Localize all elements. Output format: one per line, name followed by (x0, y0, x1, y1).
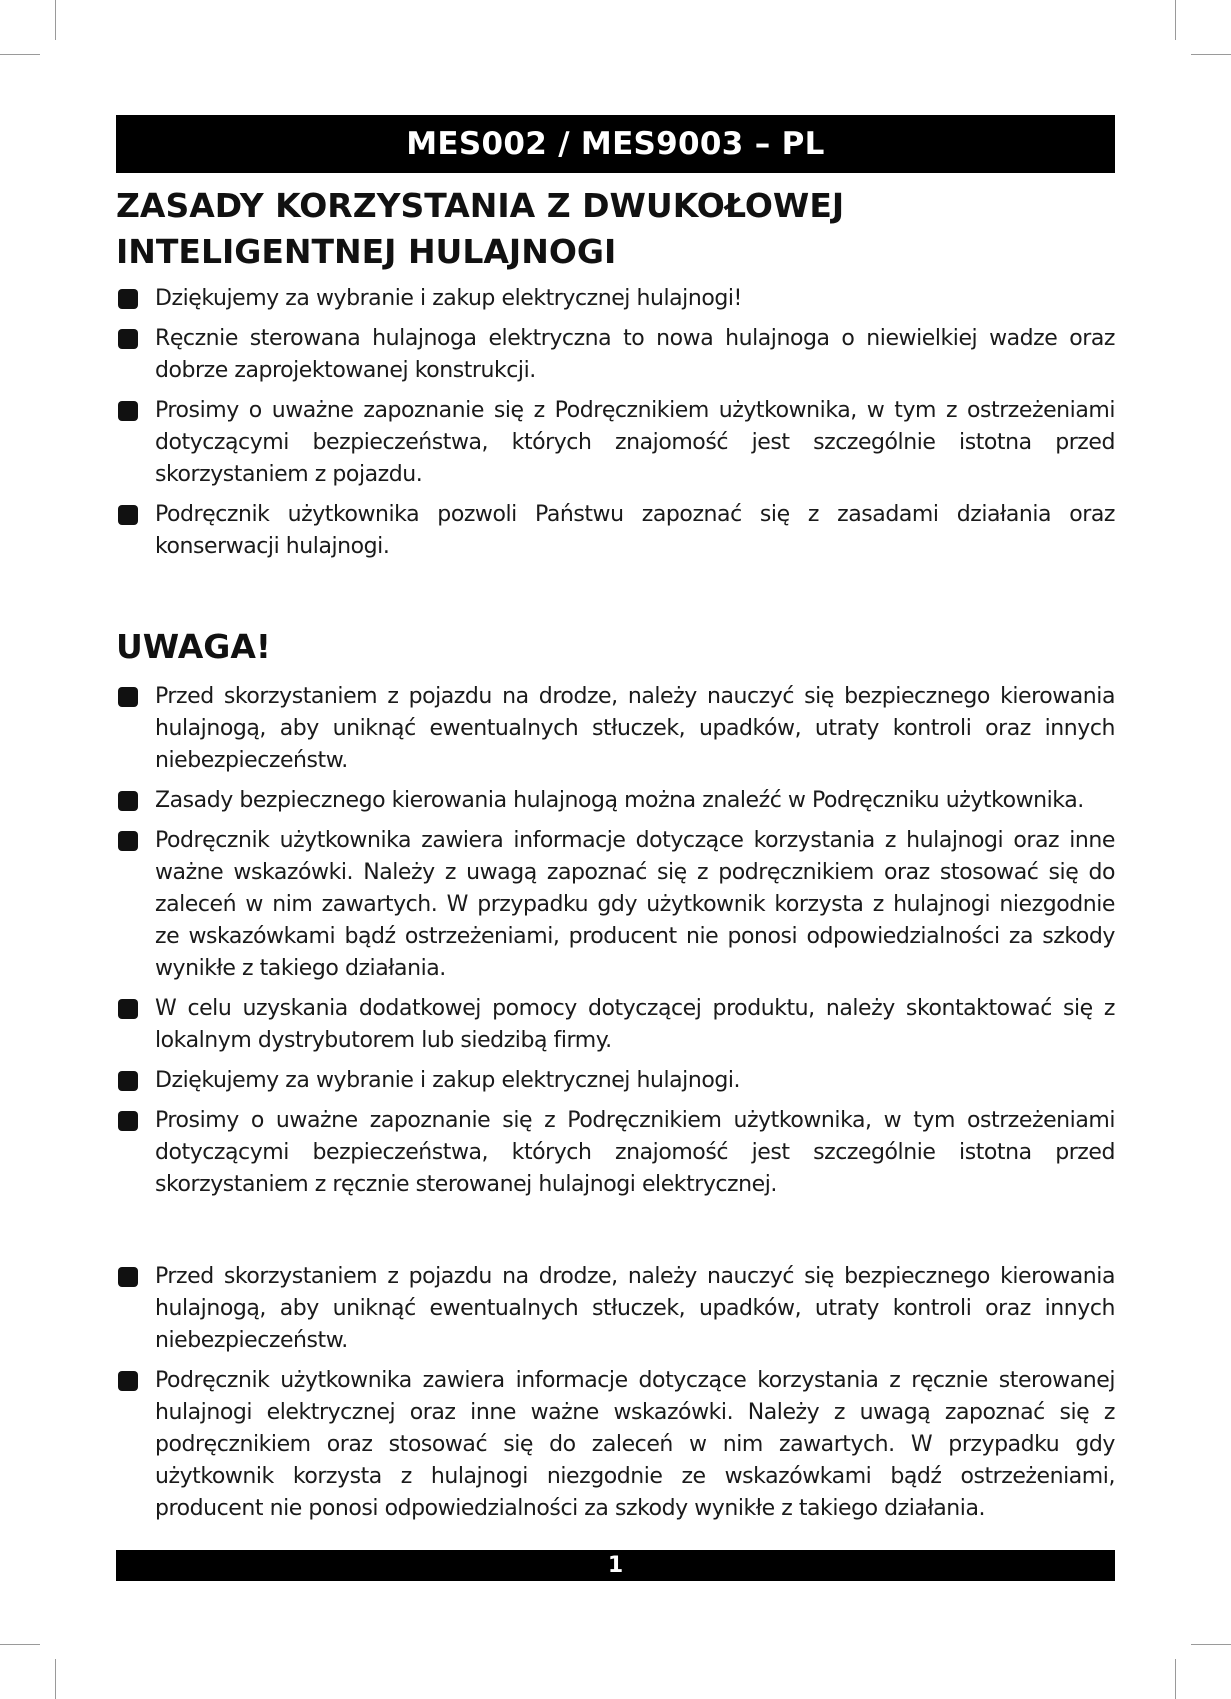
list-item-text: Podręcznik użytkownika zawiera informacje dotyczące korzystania z hulajnogi oraz inne ważne wskazówki. Należy z uwagą zapoznać się z podręcznikiem oraz stosować się do zaleceń w nim zawartych. W przypadku gdy użytkownik korzysta z hulajnogi niezgodnie ze wskazówkami bądź ostrzeżeniami, producent nie ponosi odpowiedzialności za szkody wynikłe z takiego działania. (155, 828, 1115, 981)
list-item-text: Przed skorzystaniem z pojazdu na drodze, należy nauczyć się bezpiecznego kierowania hulajnogą, aby uniknąć ewentualnych stłuczek, upadków, utraty kontroli oraz innych niebezpieczeństw. (155, 1264, 1115, 1353)
crop-mark-bottom-left-horizontal (0, 1644, 40, 1645)
list-item (116, 1105, 1115, 1201)
bullet-icon (118, 1267, 138, 1287)
crop-mark-bottom-right-vertical (1175, 1659, 1176, 1699)
list-item (116, 1261, 1115, 1357)
model-title: MES002 / MES9003 – PL (406, 126, 825, 162)
list-item (116, 993, 1115, 1057)
crop-mark-top-right-vertical (1175, 0, 1176, 40)
list-item (116, 395, 1115, 491)
page-number: 1 (607, 1553, 624, 1578)
warning-heading: UWAGA! (116, 627, 271, 666)
list-item-text: Podręcznik użytkownika pozwoli Państwu zapoznać się z zasadami działania oraz konserwacji hulajnogi. (155, 502, 1115, 559)
list-item-text: Dziękujemy za wybranie i zakup elektrycznej hulajnogi. (155, 1068, 741, 1093)
list-item (116, 283, 1115, 315)
list-item (116, 499, 1115, 563)
list-item (116, 681, 1115, 777)
list-item-text: Prosimy o uważne zapoznanie się z Podręcznikiem użytkownika, w tym ostrzeżeniami dotyczącymi bezpieczeństwa, których znajomość jest szczególnie istotna przed skorzystaniem z ręcznie sterowanej hulajnogi elektrycznej. (155, 1108, 1115, 1197)
bullet-icon (118, 1371, 138, 1391)
list-item (116, 825, 1115, 985)
crop-mark-top-left-horizontal (0, 54, 40, 55)
bullet-icon (118, 1071, 138, 1091)
page-title: ZASADY KORZYSTANIA Z DWUKOŁOWEJ INTELIGENTNEJ HULAJNOGI (116, 186, 845, 271)
bullet-icon (118, 289, 138, 309)
list-item (116, 323, 1115, 387)
list-item (116, 1065, 1115, 1097)
intro-list (116, 283, 1115, 563)
bullet-icon (118, 831, 138, 851)
list-item-text: W celu uzyskania dodatkowej pomocy dotyczącej produktu, należy skontaktować się z lokalnym dystrybutorem lub siedzibą firmy. (155, 996, 1115, 1053)
model-header-bar (116, 115, 1115, 173)
list-item-text: Przed skorzystaniem z pojazdu na drodze, należy nauczyć się bezpiecznego kierowania hulajnogą, aby uniknąć ewentualnych stłuczek, upadków, utraty kontroli oraz innych niebezpieczeństw. (155, 684, 1115, 773)
page-content (116, 183, 1115, 1533)
bullet-icon (118, 329, 138, 349)
bullet-icon (118, 687, 138, 707)
list-item (116, 785, 1115, 817)
extra-warning-list (116, 1261, 1115, 1525)
bullet-icon (118, 401, 138, 421)
bullet-icon (118, 999, 138, 1019)
list-item (116, 1365, 1115, 1525)
bullet-icon (118, 791, 138, 811)
warning-list (116, 681, 1115, 1201)
page-footer-bar (116, 1550, 1115, 1581)
bullet-icon (118, 505, 138, 525)
list-item-text: Zasady bezpiecznego kierowania hulajnogą można znaleźć w Podręczniku użytkownika. (155, 788, 1084, 813)
list-item-text: Ręcznie sterowana hulajnoga elektryczna to nowa hulajnoga o niewielkiej wadze oraz dobrze zaprojektowanej konstrukcji. (155, 326, 1115, 383)
crop-mark-bottom-left-vertical (55, 1659, 56, 1699)
crop-mark-bottom-right-horizontal (1191, 1644, 1231, 1645)
list-item-text: Prosimy o uważne zapoznanie się z Podręcznikiem użytkownika, w tym z ostrzeżeniami dotyczącymi bezpieczeństwa, których znajomość jest szczególnie istotna przed skorzystaniem z pojazdu. (155, 398, 1115, 487)
crop-mark-top-right-horizontal (1191, 54, 1231, 55)
list-item-text: Dziękujemy za wybranie i zakup elektrycznej hulajnogi! (155, 286, 742, 311)
list-item-text: Podręcznik użytkownika zawiera informacje dotyczące korzystania z ręcznie sterowanej hulajnogi elektrycznej oraz inne ważne wskazówki. Należy z uwagą zapoznać się z podręcznikiem oraz stosować się do zaleceń w nim zawartych. W przypadku gdy użytkownik korzysta z hulajnogi niezgodnie ze wskazówkami bądź ostrzeżeniami, producent nie ponosi odpowiedzialności za szkody wynikłe z takiego działania. (155, 1368, 1115, 1521)
crop-mark-top-left-vertical (55, 0, 56, 40)
bullet-icon (118, 1111, 138, 1131)
